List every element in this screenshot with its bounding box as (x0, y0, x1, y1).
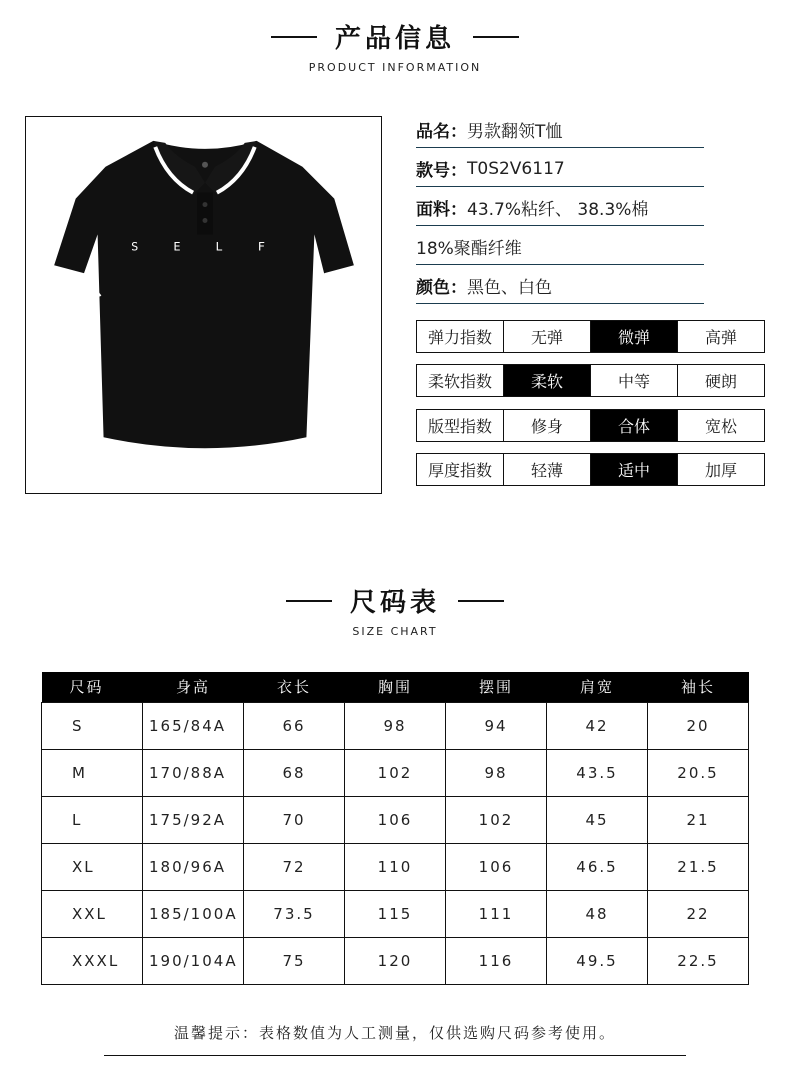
table-row (42, 843, 749, 890)
info-value: 43.7%粘纤、 38.3%棉 (467, 200, 649, 220)
index-option: 适中 (590, 454, 677, 485)
index-option: 合体 (590, 410, 677, 441)
table-cell: 102 (345, 749, 446, 796)
index-option: 无弹 (503, 321, 590, 352)
info-value: T0S2V6117 (467, 158, 565, 179)
info-key: 款号： (416, 161, 467, 181)
header-hem: 摆围 (446, 672, 547, 702)
table-cell: 43.5 (547, 749, 648, 796)
product-info-heading (0, 18, 790, 74)
index-option: 修身 (503, 410, 590, 441)
table-row (42, 749, 749, 796)
info-key: 颜色： (416, 278, 467, 298)
table-cell: 66 (244, 702, 345, 749)
index-option: 加厚 (677, 454, 764, 485)
table-cell: 185/100A (143, 890, 244, 937)
table-cell: 115 (345, 890, 446, 937)
index-label: 柔软指数 (427, 372, 492, 391)
table-cell: 190/104A (143, 937, 244, 984)
table-cell: XXXL (42, 937, 143, 984)
table-row (42, 937, 749, 984)
table-cell: 46.5 (547, 843, 648, 890)
table-cell: 106 (345, 796, 446, 843)
table-cell: M (42, 749, 143, 796)
table-row (42, 890, 749, 937)
header-size: 尺码 (42, 672, 143, 702)
table-cell: 98 (446, 749, 547, 796)
table-cell: 73.5 (244, 890, 345, 937)
index-option: 微弹 (590, 321, 677, 352)
table-cell: 22.5 (648, 937, 749, 984)
fit-index (416, 409, 765, 442)
table-cell: 21.5 (648, 843, 749, 890)
header-sleeve: 袖长 (648, 672, 749, 702)
thickness-index (416, 453, 765, 486)
table-cell: 70 (244, 796, 345, 843)
product-photo (25, 116, 382, 494)
product-info-title: 产品信息 (334, 24, 455, 54)
header-height: 身高 (143, 672, 244, 702)
index-option: 宽松 (677, 410, 764, 441)
size-chart-heading (0, 582, 790, 638)
heading-rule-right (473, 36, 519, 38)
index-label: 弹力指数 (427, 328, 492, 347)
table-cell: 94 (446, 702, 547, 749)
header-length: 衣长 (244, 672, 345, 702)
table-cell: 72 (244, 843, 345, 890)
info-row-fabric-cont (416, 229, 704, 265)
table-cell: 42 (547, 702, 648, 749)
index-option: 轻薄 (503, 454, 590, 485)
table-cell: 49.5 (547, 937, 648, 984)
table-cell: 22 (648, 890, 749, 937)
table-row (42, 796, 749, 843)
info-value: 18%聚酯纤维 (416, 239, 522, 259)
index-option: 中等 (590, 365, 677, 396)
table-cell: L (42, 796, 143, 843)
table-cell: 102 (446, 796, 547, 843)
bottom-divider (104, 1055, 686, 1056)
table-cell: 75 (244, 937, 345, 984)
size-chart-title: 尺码表 (349, 588, 440, 618)
size-table (41, 672, 749, 985)
measurement-note: 温馨提示：表格数值为人工测量，仅供选购尺码参考使用。 (173, 1024, 616, 1042)
table-cell: 170/88A (143, 749, 244, 796)
info-row-name (416, 112, 704, 148)
index-label: 版型指数 (427, 417, 492, 436)
index-option: 硬朗 (677, 365, 764, 396)
index-option: 柔软 (503, 365, 590, 396)
heading-rule-left (286, 600, 332, 602)
table-cell: 180/96A (143, 843, 244, 890)
info-row-style-number (416, 151, 704, 187)
info-row-fabric (416, 190, 704, 226)
info-value: 男款翻领T恤 (467, 122, 563, 142)
header-shoulder: 肩宽 (547, 672, 648, 702)
index-label: 厚度指数 (427, 461, 492, 480)
softness-index (416, 364, 765, 397)
index-option: 高弹 (677, 321, 764, 352)
table-cell: 110 (345, 843, 446, 890)
info-value: 黑色、白色 (467, 278, 552, 298)
info-key: 品名： (416, 122, 467, 142)
table-cell: 165/84A (143, 702, 244, 749)
table-cell: 98 (345, 702, 446, 749)
polo-shirt-illustration (26, 117, 381, 493)
elasticity-index (416, 320, 765, 353)
table-cell: 106 (446, 843, 547, 890)
table-cell: 120 (345, 937, 446, 984)
shirt-print-text: S E L F (131, 239, 279, 254)
table-cell: S (42, 702, 143, 749)
table-cell: 111 (446, 890, 547, 937)
heading-rule-left (271, 36, 317, 38)
table-cell: 20.5 (648, 749, 749, 796)
table-cell: XXL (42, 890, 143, 937)
table-cell: 20 (648, 702, 749, 749)
table-cell: 21 (648, 796, 749, 843)
heading-rule-right (458, 600, 504, 602)
info-key: 面料： (416, 200, 467, 220)
header-chest: 胸围 (345, 672, 446, 702)
size-table-header-row (42, 672, 749, 702)
table-cell: 175/92A (143, 796, 244, 843)
product-info-subtitle: PRODUCT INFORMATION (308, 61, 482, 74)
table-cell: 45 (547, 796, 648, 843)
table-cell: XL (42, 843, 143, 890)
info-row-color (416, 268, 704, 304)
table-cell: 68 (244, 749, 345, 796)
table-cell: 48 (547, 890, 648, 937)
table-row (42, 702, 749, 749)
table-cell: 116 (446, 937, 547, 984)
size-chart-subtitle: SIZE CHART (352, 625, 438, 638)
